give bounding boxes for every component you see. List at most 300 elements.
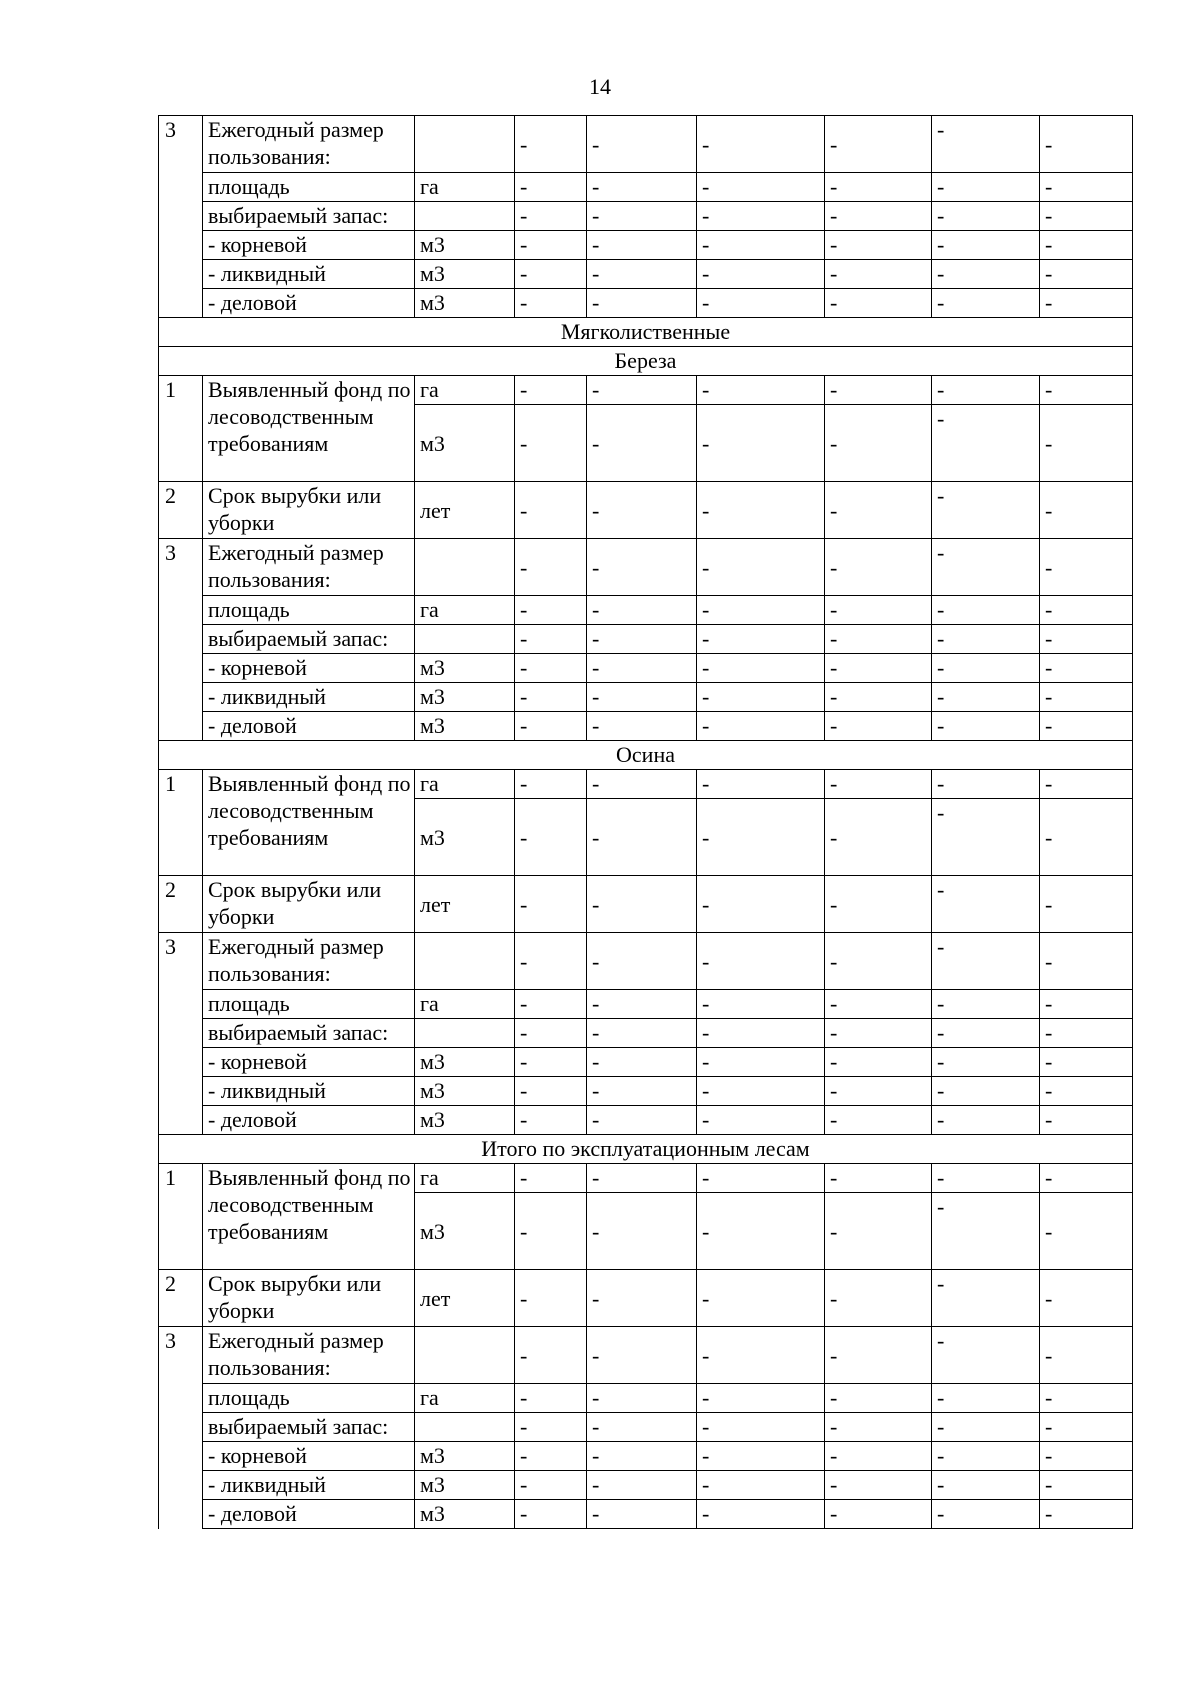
value-cell: - [587, 596, 697, 625]
value-cell: - [1040, 231, 1133, 260]
value-cell: - [515, 482, 587, 539]
value-cell: - [1040, 770, 1133, 799]
value-cell: - [697, 933, 825, 990]
table-row [159, 683, 1133, 712]
value-cell: - [932, 1413, 1040, 1442]
value-cell: - [587, 1048, 697, 1077]
value-cell: - [697, 770, 825, 799]
unit-cell: лет [415, 1270, 515, 1327]
value-cell: - [515, 933, 587, 990]
value-cell: - [515, 1164, 587, 1193]
value-cell: - [825, 990, 932, 1019]
value-cell: - [697, 260, 825, 289]
value-cell: - [825, 260, 932, 289]
indicator-label: выбираемый запас: [203, 202, 415, 231]
value-cell: - [515, 1270, 587, 1327]
value-cell: - [697, 596, 825, 625]
value-cell: - [515, 173, 587, 202]
value-cell: - [697, 1106, 825, 1135]
value-cell: - [697, 990, 825, 1019]
unit-cell: м3 [415, 712, 515, 741]
indicator-label: - корневой [203, 1442, 415, 1471]
value-cell: - [825, 1384, 932, 1413]
value-cell: - [697, 1164, 825, 1193]
value-cell: - [587, 770, 697, 799]
unit-cell: м3 [415, 1048, 515, 1077]
unit-cell [415, 116, 515, 173]
value-cell: - [825, 202, 932, 231]
value-cell: - [587, 173, 697, 202]
value-cell: - [515, 231, 587, 260]
value-cell: - [932, 231, 1040, 260]
value-cell: - [515, 1327, 587, 1384]
value-cell: - [697, 376, 825, 405]
indicator-label: выбираемый запас: [203, 625, 415, 654]
unit-cell: м3 [415, 1442, 515, 1471]
indicator-label: - ликвидный [203, 1077, 415, 1106]
value-cell: - [587, 712, 697, 741]
value-cell: - [515, 202, 587, 231]
indicator-label: - корневой [203, 1048, 415, 1077]
unit-cell [415, 1019, 515, 1048]
indicator-label: Ежегодный размер пользования: [203, 116, 415, 173]
value-cell: - [587, 231, 697, 260]
unit-cell: лет [415, 876, 515, 933]
value-cell: - [1040, 1164, 1133, 1193]
value-cell: - [587, 990, 697, 1019]
value-cell: - [587, 1270, 697, 1327]
value-cell: - [587, 1077, 697, 1106]
table-row [159, 1442, 1133, 1471]
value-cell: - [587, 933, 697, 990]
value-cell: - [825, 289, 932, 318]
indicator-label: - деловой [203, 1500, 415, 1529]
indicator-label: Срок вырубки или уборки [203, 1270, 415, 1327]
value-cell: - [515, 770, 587, 799]
value-cell: - [932, 1327, 1040, 1384]
value-cell: - [587, 1327, 697, 1384]
value-cell: - [932, 1500, 1040, 1529]
value-cell: - [1040, 173, 1133, 202]
value-cell: - [697, 482, 825, 539]
row-number: 2 [159, 482, 203, 539]
table-row [159, 876, 1133, 933]
value-cell: - [825, 1077, 932, 1106]
value-cell: - [697, 289, 825, 318]
value-cell: - [1040, 539, 1133, 596]
indicator-label: Срок вырубки или уборки [203, 876, 415, 933]
indicator-label: - деловой [203, 712, 415, 741]
value-cell: - [1040, 683, 1133, 712]
table-row [159, 990, 1133, 1019]
value-cell: - [932, 799, 1040, 876]
value-cell: - [932, 770, 1040, 799]
indicator-label: выбираемый запас: [203, 1413, 415, 1442]
value-cell: - [932, 1019, 1040, 1048]
value-cell: - [587, 799, 697, 876]
table-row [159, 482, 1133, 539]
table-row [159, 933, 1133, 990]
value-cell: - [515, 1193, 587, 1270]
table-row [159, 1500, 1133, 1529]
value-cell: - [932, 202, 1040, 231]
value-cell: - [932, 1471, 1040, 1500]
indicator-label: - ликвидный [203, 260, 415, 289]
table-row [159, 1106, 1133, 1135]
value-cell: - [932, 625, 1040, 654]
value-cell: - [932, 1270, 1040, 1327]
unit-cell: га [415, 173, 515, 202]
value-cell: - [697, 1471, 825, 1500]
value-cell: - [825, 173, 932, 202]
unit-cell: м3 [415, 1193, 515, 1270]
value-cell: - [697, 231, 825, 260]
section-heading: Мягколиственные [159, 318, 1133, 347]
table-row [159, 654, 1133, 683]
value-cell: - [587, 1193, 697, 1270]
value-cell: - [1040, 933, 1133, 990]
unit-cell: м3 [415, 1077, 515, 1106]
value-cell: - [515, 799, 587, 876]
row-number: 2 [159, 876, 203, 933]
value-cell: - [697, 539, 825, 596]
value-cell: - [932, 1048, 1040, 1077]
indicator-label: Выявленный фонд по лесоводственным требованиям [203, 376, 415, 482]
value-cell: - [932, 1442, 1040, 1471]
indicator-label: выбираемый запас: [203, 1019, 415, 1048]
forest-use-table [158, 115, 1133, 1529]
unit-cell [415, 1413, 515, 1442]
value-cell: - [825, 539, 932, 596]
value-cell: - [825, 1500, 932, 1529]
value-cell: - [697, 1077, 825, 1106]
indicator-label: площадь [203, 990, 415, 1019]
value-cell: - [1040, 1270, 1133, 1327]
value-cell: - [515, 1442, 587, 1471]
value-cell: - [825, 1270, 932, 1327]
unit-cell: м3 [415, 1471, 515, 1500]
value-cell: - [932, 683, 1040, 712]
indicator-label: Ежегодный размер пользования: [203, 1327, 415, 1384]
indicator-label: Ежегодный размер пользования: [203, 539, 415, 596]
table-row [159, 770, 1133, 799]
table-row [159, 173, 1133, 202]
unit-cell: м3 [415, 654, 515, 683]
table-row [159, 741, 1133, 770]
row-number: 3 [159, 116, 203, 318]
value-cell: - [1040, 1048, 1133, 1077]
value-cell: - [1040, 1019, 1133, 1048]
table-row [159, 260, 1133, 289]
value-cell: - [515, 876, 587, 933]
value-cell: - [515, 289, 587, 318]
indicator-label: площадь [203, 596, 415, 625]
value-cell: - [515, 1500, 587, 1529]
value-cell: - [825, 231, 932, 260]
value-cell: - [697, 1327, 825, 1384]
value-cell: - [515, 376, 587, 405]
section-heading: Береза [159, 347, 1133, 376]
value-cell: - [587, 202, 697, 231]
value-cell: - [825, 1019, 932, 1048]
indicator-label: - ликвидный [203, 683, 415, 712]
row-number: 3 [159, 933, 203, 1135]
unit-cell: м3 [415, 260, 515, 289]
value-cell: - [515, 1077, 587, 1106]
value-cell: - [825, 799, 932, 876]
value-cell: - [587, 683, 697, 712]
table-row [159, 318, 1133, 347]
value-cell: - [1040, 1384, 1133, 1413]
value-cell: - [515, 712, 587, 741]
value-cell: - [697, 1413, 825, 1442]
value-cell: - [1040, 376, 1133, 405]
value-cell: - [697, 1019, 825, 1048]
value-cell: - [697, 876, 825, 933]
value-cell: - [587, 1384, 697, 1413]
value-cell: - [825, 405, 932, 482]
value-cell: - [587, 654, 697, 683]
value-cell: - [515, 625, 587, 654]
unit-cell: м3 [415, 1106, 515, 1135]
value-cell: - [1040, 405, 1133, 482]
value-cell: - [825, 1193, 932, 1270]
table-row [159, 347, 1133, 376]
value-cell: - [825, 596, 932, 625]
value-cell: - [1040, 1471, 1133, 1500]
row-number: 1 [159, 1164, 203, 1270]
table-row [159, 1019, 1133, 1048]
value-cell: - [697, 202, 825, 231]
value-cell: - [1040, 202, 1133, 231]
table-row [159, 1164, 1133, 1193]
value-cell: - [932, 376, 1040, 405]
value-cell: - [515, 990, 587, 1019]
value-cell: - [1040, 260, 1133, 289]
value-cell: - [932, 1384, 1040, 1413]
value-cell: - [587, 539, 697, 596]
value-cell: - [1040, 990, 1133, 1019]
value-cell: - [825, 1413, 932, 1442]
table-row [159, 1413, 1133, 1442]
value-cell: - [932, 405, 1040, 482]
value-cell: - [587, 1106, 697, 1135]
value-cell: - [587, 116, 697, 173]
value-cell: - [932, 539, 1040, 596]
value-cell: - [1040, 482, 1133, 539]
table-row [159, 1077, 1133, 1106]
value-cell: - [932, 990, 1040, 1019]
value-cell: - [515, 1413, 587, 1442]
value-cell: - [932, 173, 1040, 202]
indicator-label: Выявленный фонд по лесоводственным требованиям [203, 1164, 415, 1270]
value-cell: - [515, 1384, 587, 1413]
value-cell: - [825, 933, 932, 990]
value-cell: - [587, 405, 697, 482]
value-cell: - [1040, 1442, 1133, 1471]
indicator-label: - деловой [203, 1106, 415, 1135]
indicator-label: Ежегодный размер пользования: [203, 933, 415, 990]
unit-cell: лет [415, 482, 515, 539]
table-row [159, 289, 1133, 318]
value-cell: - [932, 1164, 1040, 1193]
value-cell: - [825, 482, 932, 539]
value-cell: - [587, 1442, 697, 1471]
value-cell: - [825, 1048, 932, 1077]
value-cell: - [587, 625, 697, 654]
indicator-label: - корневой [203, 231, 415, 260]
value-cell: - [932, 933, 1040, 990]
value-cell: - [587, 1500, 697, 1529]
value-cell: - [697, 1270, 825, 1327]
value-cell: - [825, 116, 932, 173]
value-cell: - [1040, 1327, 1133, 1384]
value-cell: - [825, 376, 932, 405]
value-cell: - [825, 1471, 932, 1500]
value-cell: - [932, 260, 1040, 289]
unit-cell: м3 [415, 405, 515, 482]
value-cell: - [515, 1019, 587, 1048]
unit-cell: га [415, 990, 515, 1019]
value-cell: - [697, 1384, 825, 1413]
value-cell: - [697, 799, 825, 876]
value-cell: - [1040, 1413, 1133, 1442]
unit-cell: м3 [415, 231, 515, 260]
value-cell: - [587, 376, 697, 405]
value-cell: - [697, 173, 825, 202]
unit-cell: га [415, 376, 515, 405]
value-cell: - [1040, 799, 1133, 876]
value-cell: - [932, 596, 1040, 625]
value-cell: - [932, 1106, 1040, 1135]
unit-cell: м3 [415, 683, 515, 712]
value-cell: - [515, 405, 587, 482]
value-cell: - [1040, 1500, 1133, 1529]
indicator-label: площадь [203, 173, 415, 202]
table-row [159, 116, 1133, 173]
value-cell: - [932, 1193, 1040, 1270]
value-cell: - [1040, 1193, 1133, 1270]
unit-cell [415, 202, 515, 231]
unit-cell: га [415, 1164, 515, 1193]
table-row [159, 712, 1133, 741]
value-cell: - [587, 1413, 697, 1442]
value-cell: - [697, 683, 825, 712]
row-number: 3 [159, 1327, 203, 1529]
table-row [159, 376, 1133, 405]
value-cell: - [697, 116, 825, 173]
value-cell: - [587, 260, 697, 289]
value-cell: - [697, 712, 825, 741]
value-cell: - [515, 539, 587, 596]
row-number: 2 [159, 1270, 203, 1327]
value-cell: - [932, 116, 1040, 173]
value-cell: - [587, 1019, 697, 1048]
value-cell: - [587, 1164, 697, 1193]
value-cell: - [1040, 654, 1133, 683]
value-cell: - [515, 116, 587, 173]
value-cell: - [825, 712, 932, 741]
table-row [159, 596, 1133, 625]
page-number: 14 [589, 74, 611, 99]
value-cell: - [1040, 1106, 1133, 1135]
value-cell: - [587, 1471, 697, 1500]
value-cell: - [697, 405, 825, 482]
value-cell: - [515, 596, 587, 625]
value-cell: - [697, 1442, 825, 1471]
indicator-label: - ликвидный [203, 1471, 415, 1500]
table-row [159, 1384, 1133, 1413]
value-cell: - [515, 654, 587, 683]
table-row [159, 1048, 1133, 1077]
indicator-label: - деловой [203, 289, 415, 318]
value-cell: - [515, 1106, 587, 1135]
unit-cell [415, 933, 515, 990]
value-cell: - [1040, 876, 1133, 933]
table-row [159, 1327, 1133, 1384]
indicator-label: площадь [203, 1384, 415, 1413]
table-row [159, 1270, 1133, 1327]
value-cell: - [932, 482, 1040, 539]
indicator-label: - корневой [203, 654, 415, 683]
unit-cell: м3 [415, 799, 515, 876]
table-row [159, 539, 1133, 596]
unit-cell [415, 625, 515, 654]
unit-cell [415, 1327, 515, 1384]
value-cell: - [1040, 1077, 1133, 1106]
value-cell: - [697, 1048, 825, 1077]
row-number: 1 [159, 770, 203, 876]
value-cell: - [515, 260, 587, 289]
unit-cell: га [415, 770, 515, 799]
value-cell: - [825, 625, 932, 654]
section-heading: Итого по эксплуатационным лесам [159, 1135, 1133, 1164]
indicator-label: Выявленный фонд по лесоводственным требованиям [203, 770, 415, 876]
row-number: 1 [159, 376, 203, 482]
value-cell: - [1040, 289, 1133, 318]
value-cell: - [932, 712, 1040, 741]
value-cell: - [932, 876, 1040, 933]
table-row [159, 1135, 1133, 1164]
value-cell: - [825, 654, 932, 683]
unit-cell: м3 [415, 1500, 515, 1529]
value-cell: - [1040, 596, 1133, 625]
value-cell: - [932, 1077, 1040, 1106]
section-heading: Осина [159, 741, 1133, 770]
unit-cell [415, 539, 515, 596]
value-cell: - [932, 289, 1040, 318]
value-cell: - [932, 654, 1040, 683]
value-cell: - [587, 289, 697, 318]
value-cell: - [825, 1442, 932, 1471]
value-cell: - [515, 1471, 587, 1500]
value-cell: - [1040, 712, 1133, 741]
value-cell: - [1040, 116, 1133, 173]
value-cell: - [825, 1106, 932, 1135]
indicator-label: Срок вырубки или уборки [203, 482, 415, 539]
value-cell: - [697, 654, 825, 683]
value-cell: - [825, 770, 932, 799]
row-number: 3 [159, 539, 203, 741]
value-cell: - [587, 876, 697, 933]
table-row [159, 625, 1133, 654]
value-cell: - [587, 482, 697, 539]
unit-cell: м3 [415, 289, 515, 318]
value-cell: - [825, 683, 932, 712]
value-cell: - [697, 625, 825, 654]
value-cell: - [825, 1164, 932, 1193]
table-row [159, 231, 1133, 260]
